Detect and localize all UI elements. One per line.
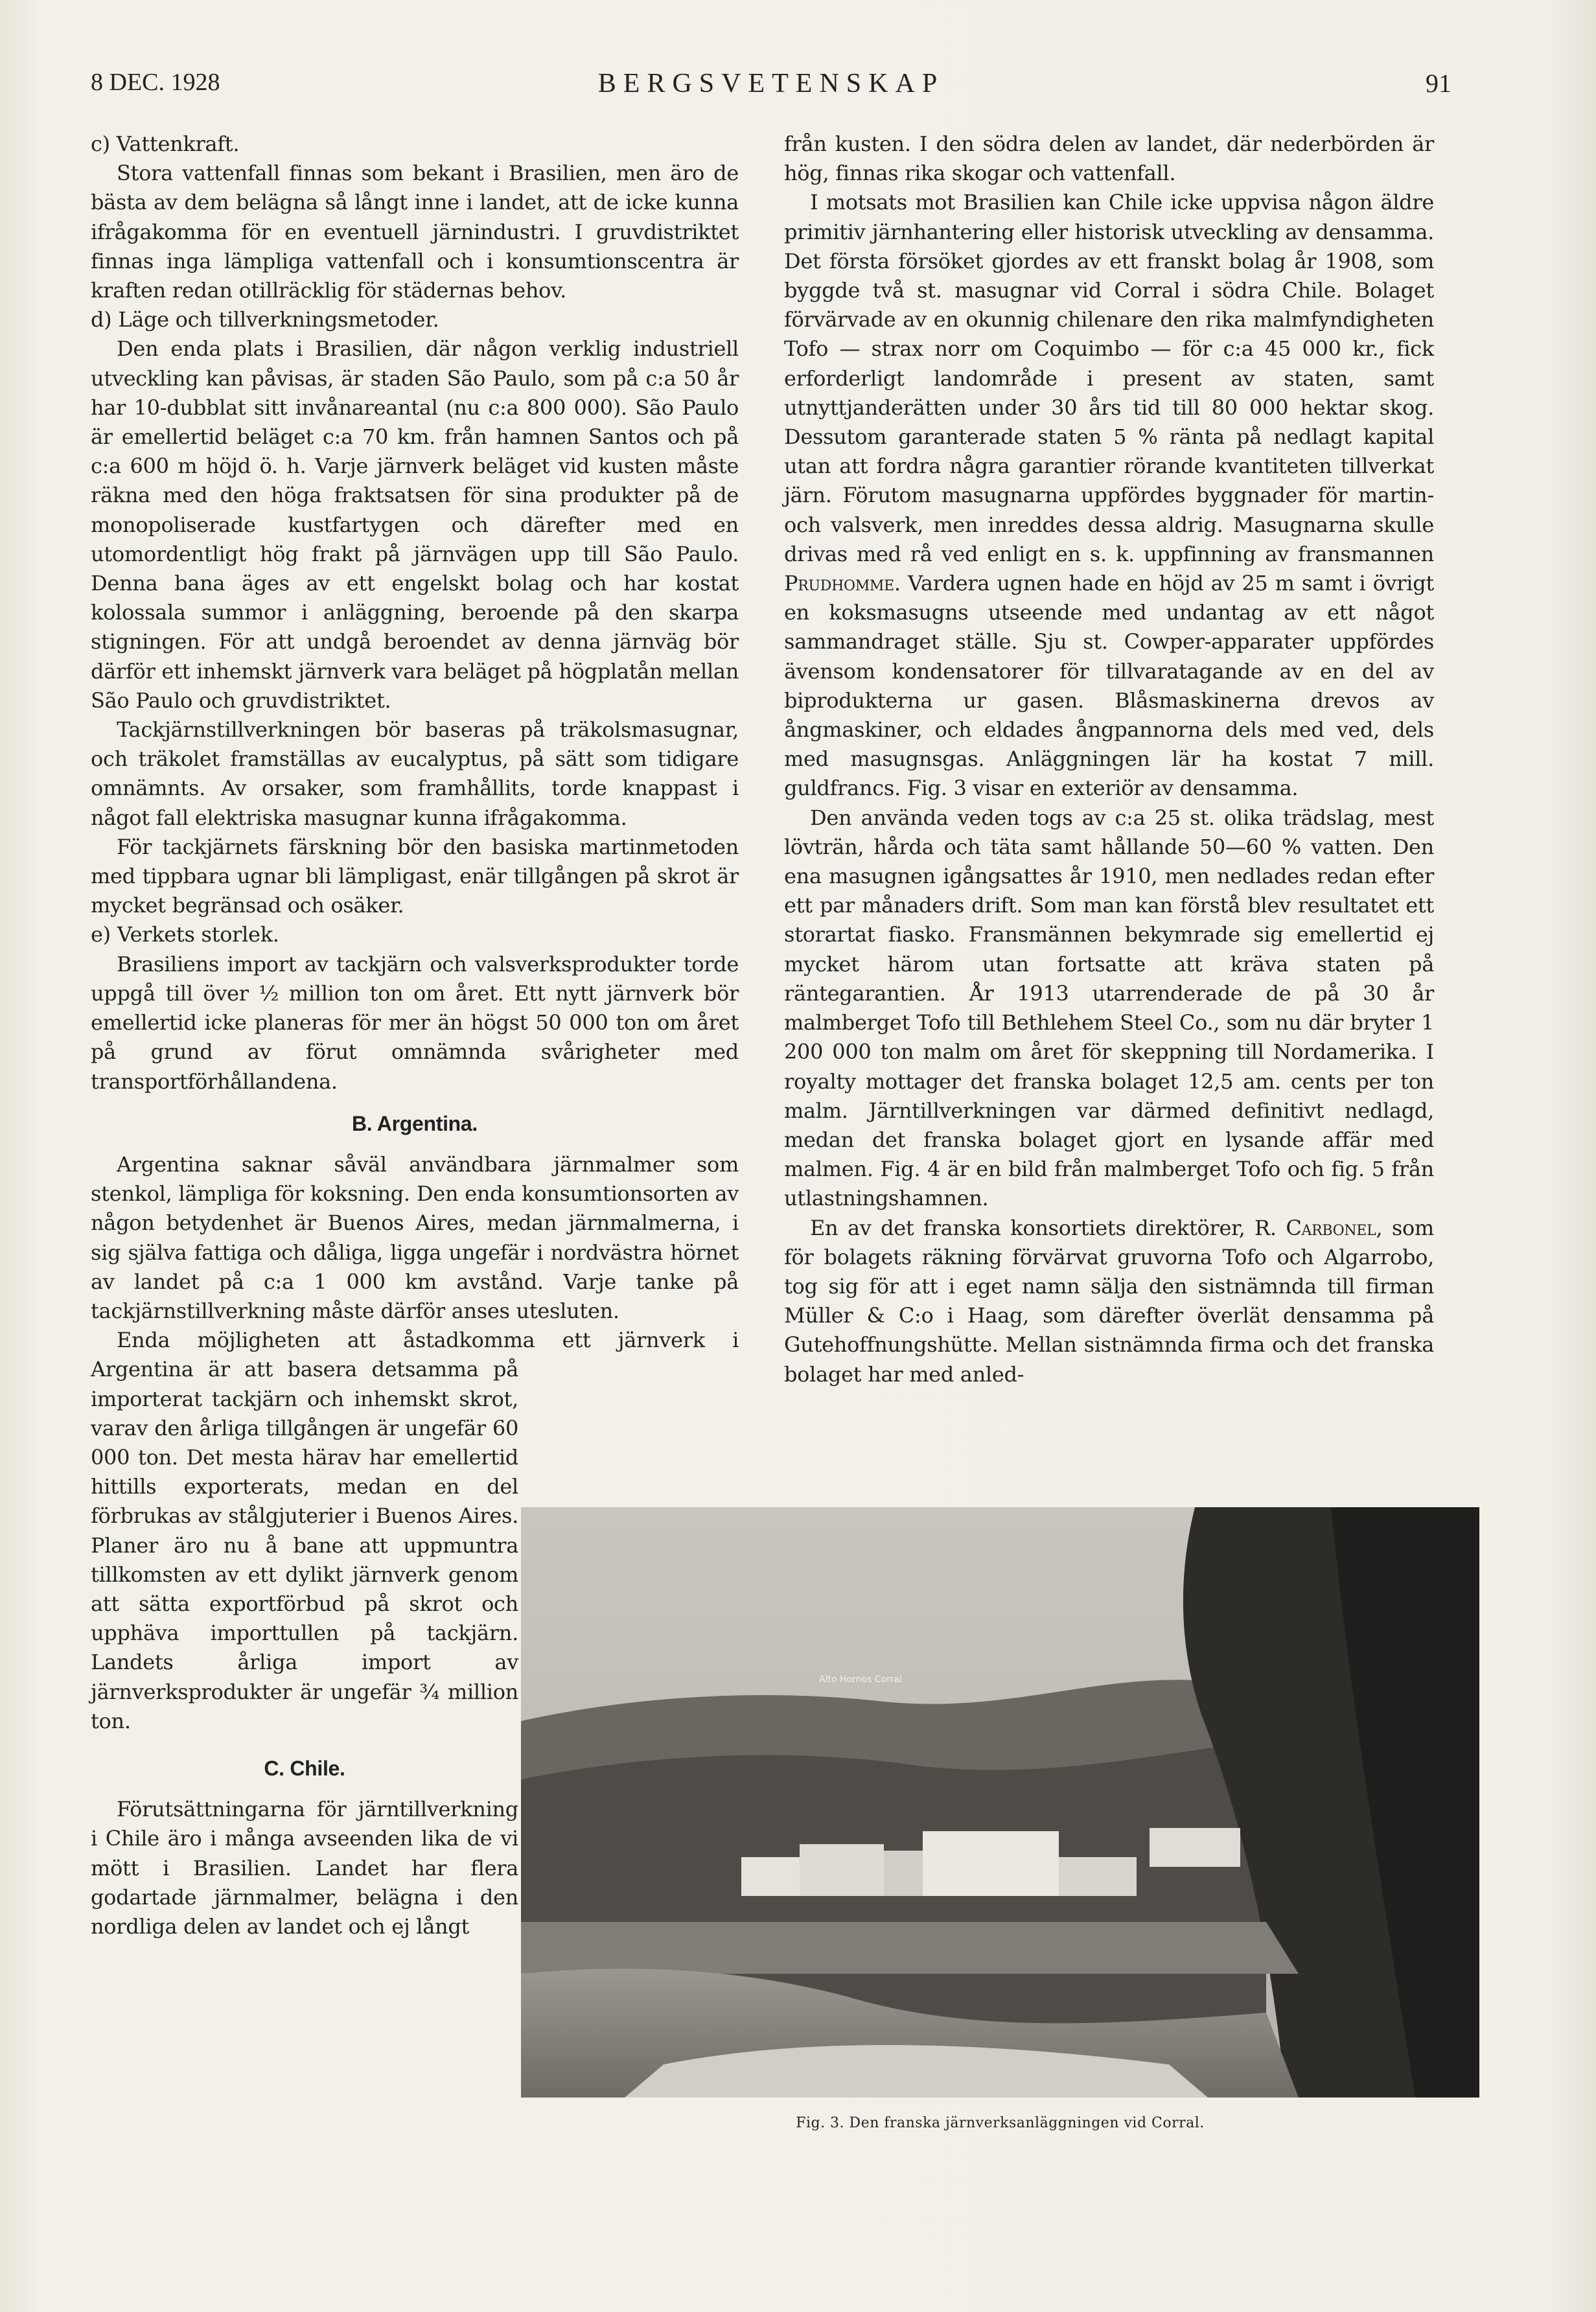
subheading-storlek: e) Verkets storlek. (91, 922, 279, 947)
paragraph: Brasiliens import av tackjärn och valsverksprodukter torde uppgå till över ½ million ton om året. Ett nytt järnverk bör emellertid icke planeras för mer än högst 50 000 ton om året på grund av förut omnämnda svårigheter med transportförhållandena. (91, 951, 739, 1094)
paragraph: Den enda plats i Brasilien, där någon verklig industriell utveckling kan påvisas, är staden São Paulo, som på c:a 50 år har 10-dubblat sitt invånareantal (nu c:a 800 000). São Paulo är emellertid beläget c:a 70 km. från hamnen Santos och på c:a 600 m höjd ö. h. Varje järnverk beläget vid kusten måste räkna med den höga fraktsatsen för sina produkter på de monopoliserade kustfartygen och därefter med en utomordentligt hög frakt på järnvägen upp till São Paulo. Denna bana äges av ett engelskt bolag och har kostat kolossala summor i anläggning, beroende på den skarpa stigningen. För att undgå beroendet av denna järnväg bör därför ett inhemskt järnverk vara beläget på högplatån mellan São Paulo och gruvdistriktet. (91, 336, 739, 713)
paragraph-text: En av det franska konsortiets direktörer, R. (810, 1215, 1277, 1240)
paragraph-text: , som för bolagets räkning förvärvat gruvorna Tofo och Algarrobo, tog sig för att i eget namn sälja den sistnämnda till firman Müller & C:o i Haag, som därefter överlät densamma på Gutehoffnungshütte. Mellan sistnämnda firma och det franska bolaget har med anled- (784, 1215, 1434, 1387)
figure-caption: Fig. 3. Den franska järnverksanläggningen vid Corral. (796, 2115, 1205, 2131)
paragraph: Argentina är att basera detsamma på importerat tackjärn och inhemskt skrot, varav den årliga tillgången är ungefär 60 000 ton. Det mesta härav har emellertid hittills exporterats, medan en del förbrukas av stålgjuterier i Buenos Aires. Planer äro nu å bane att uppmuntra tillkomsten av ett dylikt järnverk genom att sätta exportförbud på skrot och upphäva importtullen på tackjärn. Landets årliga import av järnverksprodukter är ungefär ¾ million ton. (91, 1357, 518, 1733)
paragraph: Förutsättningarna för järntillverkning i Chile äro i många avseenden lika de vi mött i Brasilien. Landet har flera godartade järnmalmer, belägna i den nordliga delen av landet och ej långt (91, 1797, 518, 1939)
paragraph: För tackjärnets färskning bör den basiska martinmetoden med tippbara ugnar bli lämpligast, enär tillgången på skrot är mycket begränsad och osäker. (91, 834, 739, 918)
right-column (784, 130, 1434, 1389)
running-head (91, 68, 1451, 107)
paragraph: Den använda veden togs av c:a 25 st. olika trädslag, mest lövträn, hårda och täta samt hållande 50—60 % vatten. Den ena masugnen igångsattes år 1910, men nedlades redan efter ett par månaders drift. Som man kan förstå blev resultatet ett storartat fiasko. Fransmännen bekymrade sig emellertid ej mycket härom utan fortsatte att kräva staten på räntegarantien. År 1913 utarrenderade de på 30 år malmberget Tofo till Bethlehem Steel Co., som nu där bryter 1 200 000 ton malm om året för skeppning till Nordamerika. I royalty mottager det franska bolaget 12,5 am. cents per ton malm. Järntillverkningen var därmed definitivt nedlagd, medan det franska bolaget gjort en lysande affär med malmen. Fig. 4 är en bild från malmberget Tofo och fig. 5 från utlastningshamnen. (784, 805, 1434, 1211)
section-heading-chile: C. Chile. (264, 1756, 345, 1780)
figure-photo-corral (521, 1507, 1479, 2098)
paragraph (784, 1214, 1434, 1389)
paragraph-text: . Vardera ugnen hade en höjd av 25 m samt i övrigt en koksmasugns utseende med undantag av ett något sammandraget ställe. Sju st. Cowper-apparater uppfördes ävensom kondensatorer för tillvaratagande av en del av biprodukterna ur gasen. Blåsmaskinerna drevos av ångmaskiner, och eldades ångpannorna dels med ved, dels med masugnsgas. Anläggningen lär ha kostat 7 mill. guldfrancs. Fig. 3 visar en exteriör av densamma. (784, 571, 1434, 801)
paragraph: Stora vattenfall finnas som bekant i Brasilien, men äro de bästa av dem belägna så långt inne i landet, att de icke kunna ifrågakomma för en eventuell järnindustri. I gruvdistriktet finnas inga lämpliga vattenfall och i konsumtionscentra är kraften redan otillräcklig för städernas behov. (91, 161, 739, 303)
photo-sign: Alto Hornos Corral (819, 1674, 902, 1685)
subheading-vattenkraft: c) Vattenkraft. (91, 132, 240, 156)
person-name: Carbonel (1286, 1215, 1376, 1240)
journal-title: BERGSVETENSKAP (597, 69, 945, 98)
paragraph: Tackjärnstillverkningen bör baseras på träkolsmasugnar, och träkolet framställas av eucalyptus, på sätt som tidigare omnämnts. Av orsaker, som framhållits, torde knappast i något fall elektriska masugnar kunna ifrågakomma. (91, 717, 739, 830)
paragraph: Enda möjligheten att åstadkomma ett järnverk i (117, 1328, 739, 1353)
page-number: 91 (1426, 69, 1451, 98)
subheading-lage: d) Läge och tillverkningsmetoder. (91, 307, 439, 332)
section-heading-argentina: B. Argentina. (351, 1111, 478, 1135)
paragraph: Argentina saknar såväl användbara järnmalmer som stenkol, lämpliga för koksning. Den enda konsumtionsorten av någon betydenhet är Buenos Aires, medan järnmalmerna, i sig själva fattiga och dåliga, ligga ungefär i nordvästra hörnet av landet på c:a 1 000 km avstånd. Varje tanke på tackjärnstillverkning måste därför anses utesluten. (91, 1151, 739, 1323)
wrapped-text-block (91, 1355, 518, 1941)
paragraph: från kusten. I den södra delen av landet, där nederbörden är hög, finnas rika skogar och vattenfall. (784, 132, 1434, 186)
issue-date: 8 DEC. 1928 (91, 69, 220, 96)
photo-illustration (521, 1507, 1479, 2098)
person-name: Prudhomme (784, 571, 894, 596)
paragraph-text: I motsats mot Brasilien kan Chile icke uppvisa någon äldre primitiv järnhantering eller historisk utveckling av densamma. Det första försöket gjordes av ett franskt bolag år 1908, som byggde två st. masugnar vid Corral i södra Chile. Bolaget förvärvade av en okunnig chilenare den rika malmfyndigheten Tofo — strax norr om Coquimbo — för c:a 45 000 kr., fick erforderligt landområde i present av staten, samt utnyttjanderätten under 30 års tid till 80 000 hektar skog. Dessutom garanterade staten 5 % ränta på nedlagt kapital utan att fordra några garantier rörande kvantiteten tillverkat järn. Förutom masugnarna uppfördes byggnader för martin- och valsverk, men inreddes dessa aldrig. Masugnarna skulle drivas med rå ved enligt en s. k. uppfinning av fransmannen (784, 190, 1434, 566)
paragraph (784, 188, 1434, 803)
